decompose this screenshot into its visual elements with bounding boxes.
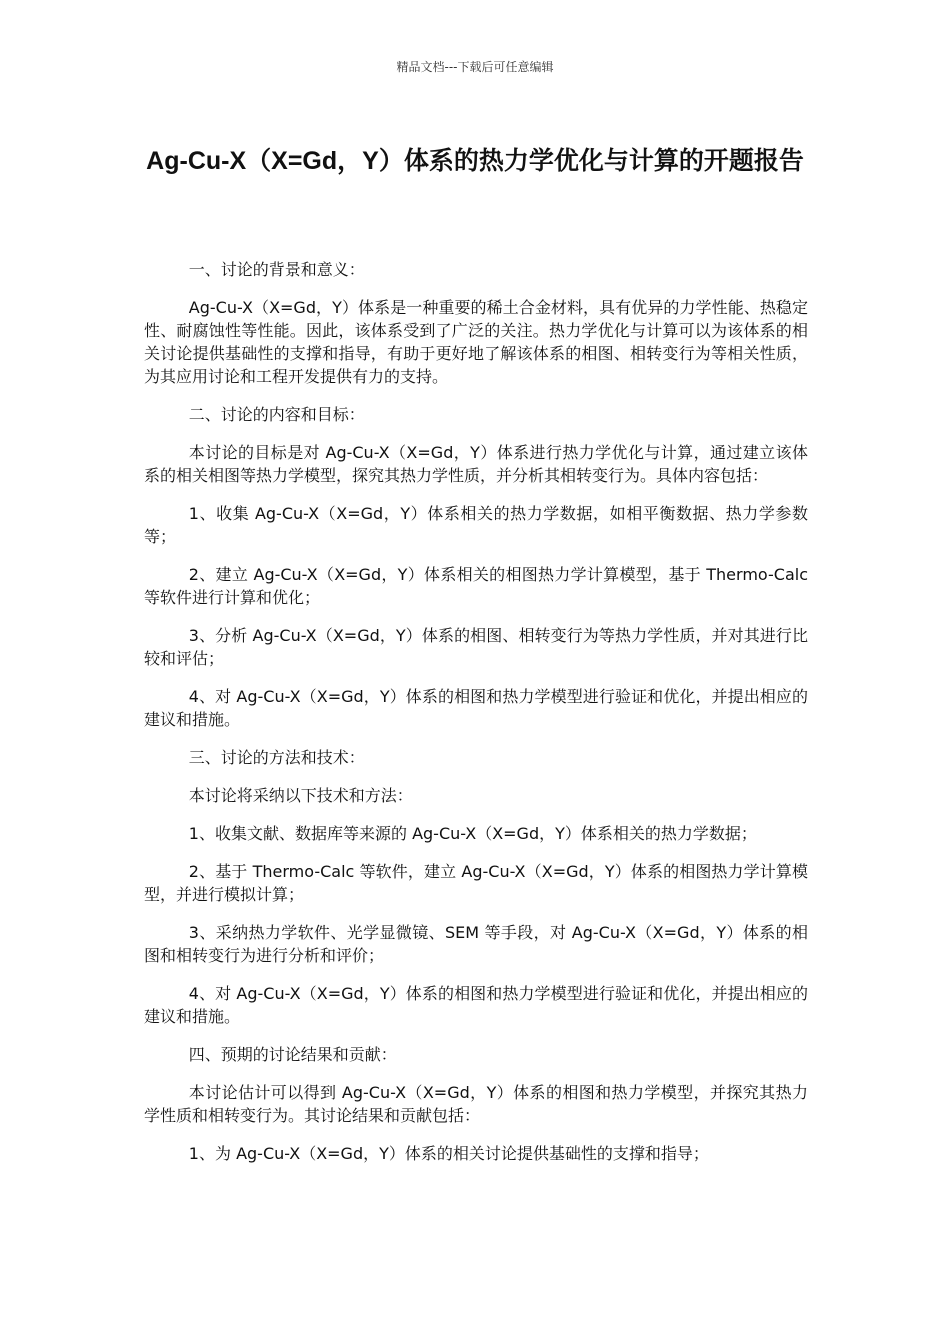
section-heading-content: 二、讨论的内容和目标： <box>188 405 365 424</box>
page-header: 精品文档---下载后可任意编辑 <box>396 60 554 74</box>
paragraph-methods-intro: 本讨论将采纳以下技术和方法： <box>188 786 413 805</box>
list-item: 3、采纳热力学软件、光学显微镜、SEM 等手段，对 Ag-Cu-X（X=Gd，Y）体系的相图和相转变行为进行分析和评价； <box>144 923 808 965</box>
list-item: 4、对 Ag-Cu-X（X=Gd，Y）体系的相图和热力学模型进行验证和优化，并提出相应的建议和措施。 <box>144 984 808 1026</box>
list-item: 4、对 Ag-Cu-X（X=Gd，Y）体系的相图和热力学模型进行验证和优化，并提出相应的建议和措施。 <box>144 687 808 729</box>
list-item: 2、建立 Ag-Cu-X（X=Gd，Y）体系相关的相图热力学计算模型，基于 Thermo-Calc 等软件进行计算和优化； <box>144 565 808 607</box>
document-body <box>144 258 808 1180</box>
section-heading-methods: 三、讨论的方法和技术： <box>188 748 365 767</box>
list-item: 1、为 Ag-Cu-X（X=Gd，Y）体系的相关讨论提供基础性的支撑和指导； <box>188 1144 709 1163</box>
list-item: 1、收集文献、数据库等来源的 Ag-Cu-X（X=Gd，Y）体系相关的热力学数据； <box>188 824 757 843</box>
list-item: 2、基于 Thermo-Calc 等软件，建立 Ag-Cu-X（X=Gd，Y）体系的相图热力学计算模型，并进行模拟计算； <box>144 862 808 904</box>
section-heading-background: 一、讨论的背景和意义： <box>188 260 365 279</box>
paragraph-results-intro: 本讨论估计可以得到 Ag-Cu-X（X=Gd，Y）体系的相图和热力学模型，并探究其热力学性质和相转变行为。其讨论结果和贡献包括： <box>144 1083 808 1125</box>
document-title: Ag-Cu-X（X=Gd，Y）体系的热力学优化与计算的开题报告 <box>146 147 804 175</box>
paragraph-background: Ag-Cu-X（X=Gd，Y）体系是一种重要的稀土合金材料，具有优异的力学性能、热稳定性、耐腐蚀性等性能。因此，该体系受到了广泛的关注。热力学优化与计算可以为该体系的相关讨论提供基础性的支撑和指导，有助于更好地了解该体系的相图、相转变行为等相关性质，为其应用讨论和工程开发提供有力的支持。 <box>144 298 808 386</box>
list-item: 1、收集 Ag-Cu-X（X=Gd，Y）体系相关的热力学数据，如相平衡数据、热力学参数等； <box>144 504 808 546</box>
list-item: 3、分析 Ag-Cu-X（X=Gd，Y）体系的相图、相转变行为等热力学性质，并对其进行比较和评估； <box>144 626 808 668</box>
section-heading-results: 四、预期的讨论结果和贡献： <box>188 1045 397 1064</box>
paragraph-content-intro: 本讨论的目标是对 Ag-Cu-X（X=Gd，Y）体系进行热力学优化与计算，通过建立该体系的相关相图等热力学模型，探究其热力学性质，并分析其相转变行为。具体内容包括： <box>144 443 808 485</box>
